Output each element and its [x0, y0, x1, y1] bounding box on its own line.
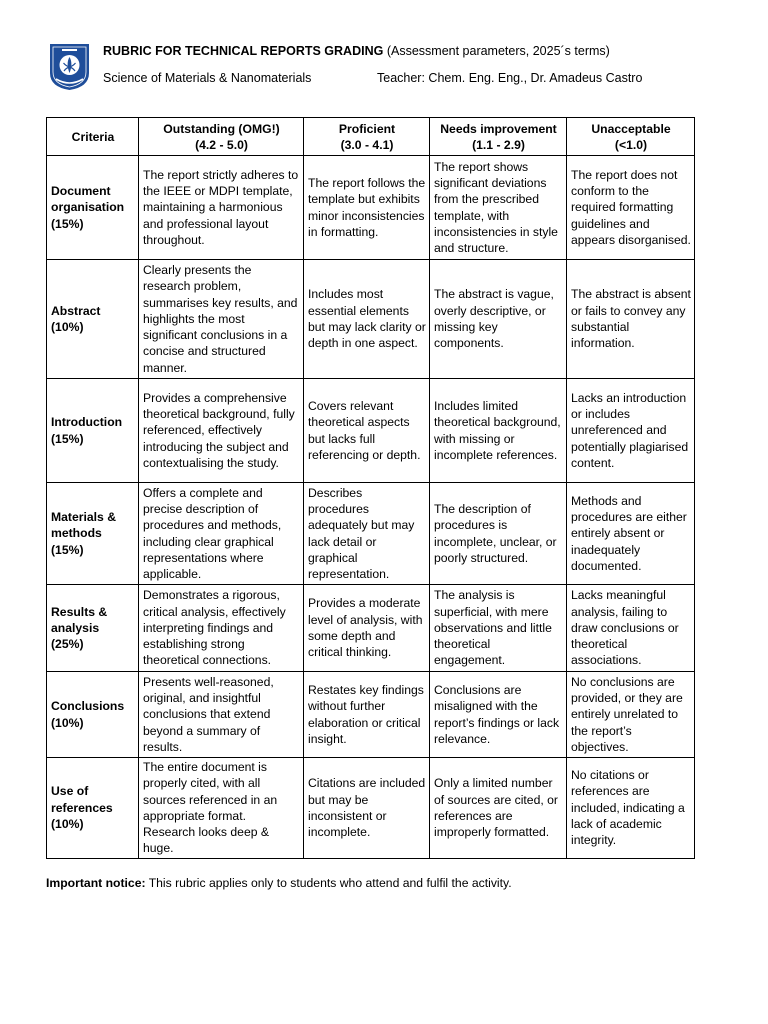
- column-label: Proficient: [338, 121, 396, 136]
- outstanding-cell: The report strictly adheres to the IEEE or MDPI template, maintaining a harmonious and professional layout throughout.: [139, 156, 304, 260]
- needs-improvement-cell: Only a limited number of sources are cited, or references are improperly formatted.: [430, 758, 567, 859]
- unacceptable-cell: Methods and procedures are either entirely absent or inadequately documented.: [567, 483, 695, 585]
- outstanding-cell: Clearly presents the research problem, summarises key results, and highlights the most significant conclusions in a concise and structured manner.: [139, 260, 304, 379]
- column-range: (<1.0): [614, 137, 648, 152]
- outstanding-cell: The entire document is properly cited, with all sources referenced in an appropriate format. Research looks deep & huge.: [139, 758, 304, 859]
- table-row: [47, 483, 695, 585]
- proficient-cell: Describes procedures adequately but may lack detail or graphical representation.: [304, 483, 430, 585]
- criterion-name: Use of references: [51, 784, 113, 815]
- criterion-cell: [47, 585, 139, 672]
- criterion-cell: [47, 758, 139, 859]
- table-row: [47, 156, 695, 260]
- needs-improvement-cell: Conclusions are misaligned with the report’s findings or lack relevance.: [430, 672, 567, 758]
- criterion-name: Materials & methods: [51, 510, 117, 541]
- table-row: [47, 379, 695, 483]
- document-subtitle: (Assessment parameters, 2025´s terms): [386, 44, 610, 58]
- notice-text: This rubric applies only to students who attend and fulfil the activity.: [148, 876, 512, 890]
- needs-improvement-cell: The abstract is vague, overly descriptive, or missing key components.: [430, 260, 567, 379]
- column-header-proficient: [304, 118, 430, 156]
- proficient-cell: Provides a moderate level of analysis, with some depth and critical thinking.: [304, 585, 430, 672]
- table-row: [47, 585, 695, 672]
- needs-improvement-cell: The report shows significant deviations from the prescribed template, with inconsistencies in style and structure.: [430, 156, 567, 260]
- criterion-cell: [47, 483, 139, 585]
- teacher-name: Teacher: Chem. Eng. Eng., Dr. Amadeus Castro: [377, 71, 643, 85]
- table-row: [47, 260, 695, 379]
- course-name: Science of Materials & Nanomaterials: [103, 71, 312, 85]
- criterion-cell: [47, 379, 139, 483]
- criterion-name: Introduction: [51, 415, 123, 430]
- column-range: (4.2 - 5.0): [195, 137, 248, 152]
- document-title: RUBRIC FOR TECHNICAL REPORTS GRADING: [103, 44, 384, 58]
- criterion-weight: (15%): [51, 431, 84, 446]
- unacceptable-cell: No conclusions are provided, or they are entirely unrelated to the report’s objectives.: [567, 672, 695, 758]
- header-title-line: [103, 44, 610, 58]
- column-header-outstanding: [139, 118, 304, 156]
- column-range: (3.0 - 4.1): [340, 137, 394, 152]
- column-header-needs-improvement: [430, 118, 567, 156]
- outstanding-cell: Offers a complete and precise description of procedures and methods, including clear graphical representations where applicable.: [139, 483, 304, 585]
- outstanding-cell: Presents well-reasoned, original, and insightful conclusions that extend beyond a summary of results.: [139, 672, 304, 758]
- proficient-cell: Citations are included but may be inconsistent or incomplete.: [304, 758, 430, 859]
- needs-improvement-cell: The analysis is superficial, with mere observations and little theoretical engagement.: [430, 585, 567, 672]
- needs-improvement-cell: The description of procedures is incomplete, unclear, or poorly structured.: [430, 483, 567, 585]
- criterion-weight: (10%): [51, 715, 84, 730]
- table-header-row: [47, 118, 695, 156]
- criterion-weight: (25%): [51, 637, 84, 652]
- proficient-cell: Covers relevant theoretical aspects but lacks full referencing or depth.: [304, 379, 430, 483]
- criterion-cell: [47, 672, 139, 758]
- column-header-unacceptable: [567, 118, 695, 156]
- column-range: (1.1 - 2.9): [472, 137, 525, 152]
- table-row: [47, 672, 695, 758]
- unacceptable-cell: Lacks an introduction or includes unreferenced and potentially plagiarised content.: [567, 379, 695, 483]
- unacceptable-cell: No citations or references are included, indicating a lack of academic integrity.: [567, 758, 695, 859]
- table-row: [47, 758, 695, 859]
- proficient-cell: Includes most essential elements but may lack clarity or depth in one aspect.: [304, 260, 430, 379]
- university-logo: [49, 43, 90, 91]
- criterion-weight: (15%): [51, 542, 84, 557]
- proficient-cell: Restates key findings without further elaboration or critical insight.: [304, 672, 430, 758]
- criterion-cell: [47, 156, 139, 260]
- criterion-name: Document organisation: [51, 184, 125, 215]
- criterion-weight: (10%): [51, 817, 84, 832]
- outstanding-cell: Provides a comprehensive theoretical background, fully referenced, effectively introducing the subject and contextualising the study.: [139, 379, 304, 483]
- needs-improvement-cell: Includes limited theoretical background, with missing or incomplete references.: [430, 379, 567, 483]
- unacceptable-cell: Lacks meaningful analysis, failing to draw conclusions or theoretical associations.: [567, 585, 695, 672]
- criterion-weight: (10%): [51, 320, 84, 334]
- column-label: Unacceptable: [591, 121, 671, 136]
- criterion-cell: [47, 260, 139, 379]
- rubric-table: [46, 117, 695, 859]
- proficient-cell: The report follows the template but exhibits minor inconsistencies in formatting.: [304, 156, 430, 260]
- column-label: Criteria: [71, 129, 115, 144]
- notice-label: Important notice:: [46, 876, 146, 890]
- outstanding-cell: Demonstrates a rigorous, critical analysis, effectively interpreting findings and establishing strong theoretical connections.: [139, 585, 304, 672]
- column-label: Outstanding (OMG!): [163, 121, 280, 136]
- column-header-criteria: [47, 118, 139, 156]
- unacceptable-cell: The report does not conform to the required formatting guidelines and appears disorganised.: [567, 156, 695, 260]
- column-label: Needs improvement: [440, 121, 557, 136]
- criterion-weight: (15%): [51, 216, 84, 231]
- criterion-name: Results & analysis: [51, 604, 108, 635]
- unacceptable-cell: The abstract is absent or fails to convey any substantial information.: [567, 260, 695, 379]
- criterion-name: Abstract: [51, 303, 101, 318]
- criterion-name: Conclusions: [51, 699, 125, 714]
- important-notice: [46, 876, 512, 890]
